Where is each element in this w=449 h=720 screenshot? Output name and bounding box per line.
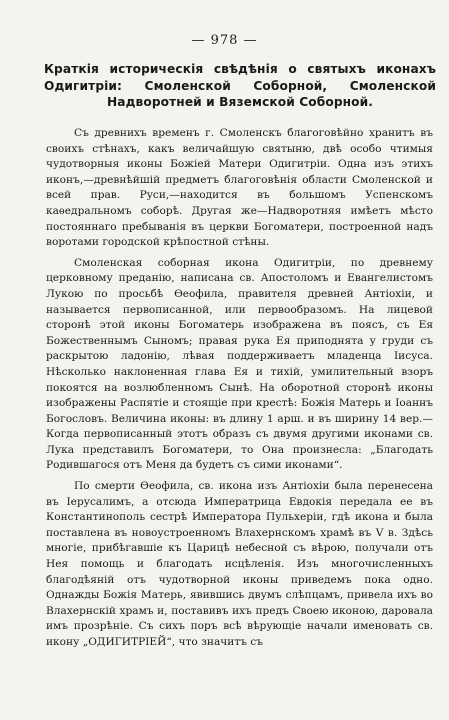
paragraph-1: Съ древнихъ временъ г. Смоленскъ благоговѣйно хранитъ въ своихъ стѣнахъ, какъ величайшую святыню, двѣ особо чтимыя чудотворныя иконы Божіей Матери Одигитріи. Одна изъ этихъ иконъ,—древнѣйшій предметъ благоговѣнія области Смоленской и всей прав. Руси,—находится въ большомъ Успенскомъ каѳедральномъ соборѣ. Другая же—Надворотняя имѣетъ мѣсто постояннаго пребыванія въ церкви Богоматери, построенной надъ воротами городской крѣпостной стѣны. bbox=[46, 127, 433, 249]
paragraph-3: По смерти Ѳеофила, св. икона изъ Антіохіи была перенесена въ Іерусалимъ, а отсюда Императрица Евдокія передала ее въ Константинополь сестрѣ Императора Пульхеріи, гдѣ икона и была поставлена въ новоустроенномъ Влахернскомъ храмѣ въ V в. Здѣсь многіе, прибѣгавшіе къ Царицѣ небесной съ вѣрою, получали отъ Нея помощь и благодать исцѣленія. Изъ многочисленныхъ благодѣяній отъ чудотворной иконы приведемъ пока одно. Однажды Божія Матерь, явившись двумъ слѣпцамъ, привела ихъ во Влахернскій храмъ и, поставивъ ихъ предъ Своею иконою, даровала имъ прозрѣніе. Съ сихъ поръ всѣ вѣрующіе начали именовать св. икону „ОДИГИТРІЕЙ“, что значитъ съ bbox=[46, 480, 433, 648]
page-title: Краткія историческія свѣдѣнія о святыхъ иконахъ Одигитріи: Смоленской Соборной, Смоленской Надворотней и Вяземской Соборной. bbox=[44, 62, 436, 109]
body-text bbox=[46, 126, 433, 651]
page-number: — 978 — bbox=[191, 33, 258, 48]
paragraph-2: Смоленская соборная икона Одигитріи, по древнему церковному преданію, написана св. Апостоломъ и Евангелистомъ Лукою по просьбѣ Ѳеофила, правителя древней Антіохіи, и называется первописанной, или первообразомъ. На лицевой сторонѣ этой иконы Богоматерь изображена въ поясъ, съ Ея Божественнымъ Сыномъ; правая рука Ея приподнята у груди съ раскрытою ладонію, лѣвая поддерживаетъ младенца Іисуса. Нѣсколько наклоненная глава Ея и тихій, умилительный взоръ покоятся на возлюбленномъ Сынѣ. На оборотной сторонѣ иконы изображены Распятіе и стоящіе при крестѣ: Божія Матерь и Іоаннъ Богословъ. Величина иконы: въ длину 1 арш. и въ ширину 14 вер.—Когда первописанный этотъ образъ съ двумя другими иконами св. Лука представилъ Богоматери, то Она произнесла: „Благодать Родившагося отъ Меня да будетъ съ сими иконами“. bbox=[46, 256, 433, 472]
